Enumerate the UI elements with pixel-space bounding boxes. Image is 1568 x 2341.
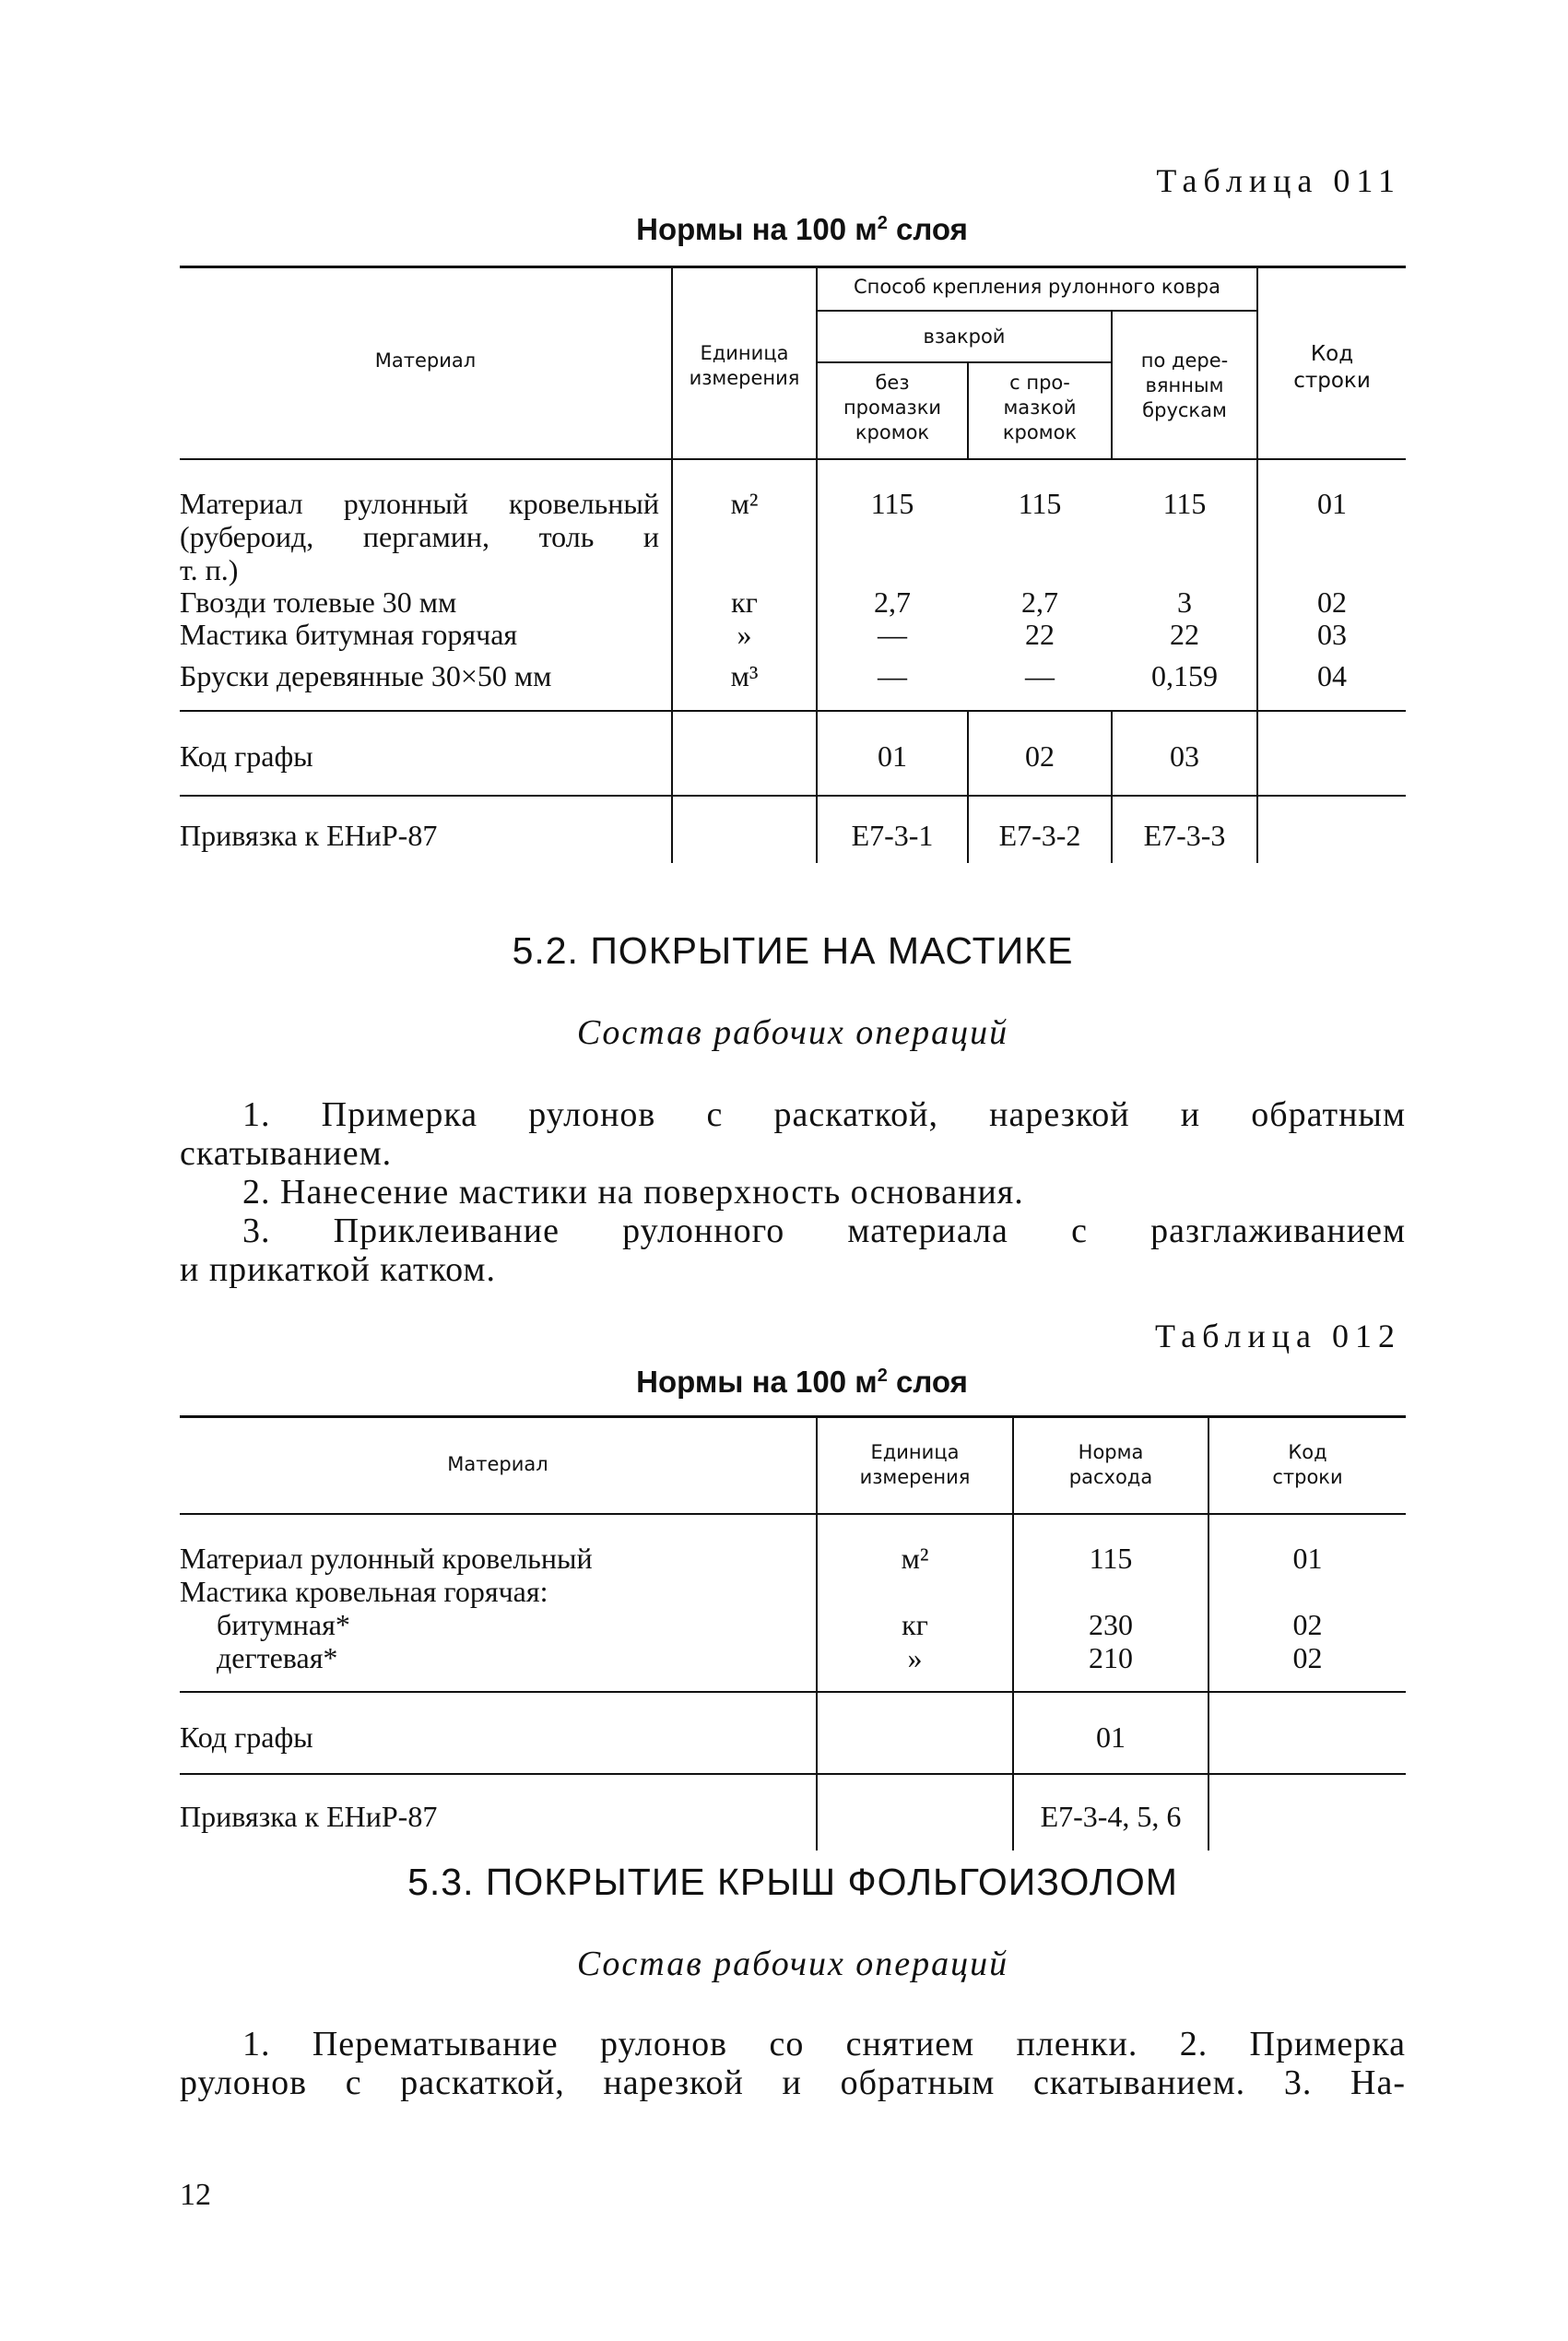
table-row <box>180 487 659 586</box>
header-line: Единица <box>870 1441 960 1463</box>
graph-code-value: 03 <box>1170 739 1199 773</box>
row-value: 3 <box>1177 585 1192 619</box>
graph-code-label: Код графы <box>180 1720 313 1754</box>
row-material: Бруски деревянные 30×50 мм <box>180 659 552 692</box>
row-unit: » <box>907 1641 923 1674</box>
page-number: 12 <box>180 2178 211 2212</box>
header-line: строки <box>1272 1466 1343 1488</box>
table-rule <box>816 361 1111 363</box>
table-rule <box>180 1415 1406 1418</box>
graph-code-value: 02 <box>1025 739 1055 773</box>
row-value: 22 <box>1025 618 1055 651</box>
table-rule <box>816 310 1256 312</box>
row-value: 115 <box>1089 1542 1133 1575</box>
row-material: (рубероид, пергамин, толь и <box>180 520 659 553</box>
table-rule <box>180 458 1406 460</box>
row-unit: м³ <box>730 659 759 692</box>
table-rule <box>816 266 818 863</box>
row-value: 0,159 <box>1151 659 1218 692</box>
table-rule <box>180 1513 1406 1515</box>
row-value: 22 <box>1170 618 1199 651</box>
header-no-seal <box>818 371 967 445</box>
header-with-seal <box>969 371 1111 445</box>
section-5-2-body <box>180 1095 1406 1289</box>
para-line: рулонов с раскаткой, нарезкой и обратным скатыванием. 3. На- <box>180 2063 1406 2102</box>
header-line: Код <box>1288 1441 1327 1463</box>
header-line: мазкой <box>1003 396 1077 419</box>
header-material: Материал <box>447 1453 548 1475</box>
row-unit: м² <box>901 1542 929 1575</box>
row-code: 02 <box>1317 585 1347 619</box>
row-value: — <box>878 659 907 692</box>
header-unit <box>818 1440 1012 1490</box>
header-line: Код <box>1310 342 1354 366</box>
para-line: 2. Нанесение мастики на поверхность основания. <box>242 1173 1024 1212</box>
para-line: 3. Приклеивание рулонного материала с разглаживанием <box>242 1212 1406 1250</box>
row-value: 115 <box>870 487 914 520</box>
row-material: дегтевая* <box>217 1641 338 1674</box>
header-line: с про- <box>1009 372 1070 394</box>
row-code: 02 <box>1292 1641 1323 1674</box>
header-line: строки <box>1293 369 1371 393</box>
header-line: брускам <box>1142 399 1227 421</box>
link-value: Е7-3-1 <box>851 819 934 852</box>
row-material: битумная* <box>217 1608 350 1641</box>
title-sup: 2 <box>877 1366 888 1386</box>
link-value: Е7-3-4, 5, 6 <box>1040 1800 1182 1833</box>
row-code: 01 <box>1292 1542 1323 1575</box>
section-5-3-heading: 5.3. ПОКРЫТИЕ КРЫШ ФОЛЬГОИЗОЛОМ <box>407 1861 1178 1903</box>
section-5-3-subheading: Состав рабочих операций <box>576 1945 1009 1983</box>
table-rule <box>180 266 1406 268</box>
graph-code-value: 01 <box>1096 1720 1126 1754</box>
row-code: 02 <box>1292 1608 1323 1641</box>
row-unit: кг <box>902 1608 928 1641</box>
header-line: кромок <box>855 421 930 443</box>
table-rule <box>180 710 1406 712</box>
header-material: Материал <box>374 349 477 372</box>
header-unit-line: Единица <box>700 342 789 364</box>
table-rule <box>180 795 1406 797</box>
table-rule <box>180 1691 1406 1693</box>
header-code <box>1258 341 1406 395</box>
row-value: — <box>878 618 907 651</box>
link-label: Привязка к ЕНиР-87 <box>180 819 438 852</box>
row-value: — <box>1025 659 1055 692</box>
header-line: кромок <box>1002 421 1078 443</box>
row-unit: м² <box>730 487 759 520</box>
header-unit-line: измерения <box>689 367 800 389</box>
title-text: Нормы на 100 м <box>636 1365 878 1399</box>
table-011-title <box>461 212 1143 247</box>
title-text-post: слоя <box>887 1365 968 1399</box>
link-value: Е7-3-3 <box>1143 819 1226 852</box>
row-code: 01 <box>1317 487 1347 520</box>
row-code: 04 <box>1317 659 1347 692</box>
table-012-title <box>461 1365 1143 1400</box>
row-unit: » <box>737 618 752 651</box>
header-method: Способ крепления рулонного ковра <box>854 276 1220 298</box>
header-line: Норма <box>1078 1441 1144 1463</box>
table-012-caption: Таблица 012 <box>1155 1318 1401 1354</box>
graph-code-label: Код графы <box>180 739 313 773</box>
link-label: Привязка к ЕНиР-87 <box>180 1800 438 1833</box>
para-line: 1. Примерка рулонов с раскаткой, нарезкой и обратным <box>242 1095 1406 1134</box>
row-unit: кг <box>731 585 758 619</box>
header-unit <box>673 341 816 391</box>
row-value: 2,7 <box>1021 585 1058 619</box>
para-line: 1. Перематывание рулонов со снятием пленки. 2. Примерка <box>242 2025 1406 2063</box>
row-material: Материал рулонный кровельный <box>180 487 659 520</box>
header-code <box>1209 1440 1406 1490</box>
section-5-2-subheading: Состав рабочих операций <box>576 1013 1009 1052</box>
row-value: 210 <box>1089 1641 1133 1674</box>
graph-code-value: 01 <box>878 739 907 773</box>
title-text: Нормы на 100 м <box>636 212 878 246</box>
header-vzakroy: взакрой <box>923 325 1006 348</box>
header-line: по дере- <box>1140 349 1229 372</box>
header-line: расхода <box>1068 1466 1153 1488</box>
para-line: и прикаткой катком. <box>180 1250 496 1289</box>
row-material: т. п.) <box>180 553 239 586</box>
header-wood <box>1113 349 1256 423</box>
row-material: Мастика битумная горячая <box>180 618 518 651</box>
row-value: 230 <box>1089 1608 1133 1641</box>
header-line: измерения <box>859 1466 971 1488</box>
header-norm <box>1014 1440 1208 1490</box>
header-line: вянным <box>1145 374 1224 396</box>
row-material: Гвозди толевые 30 мм <box>180 585 457 619</box>
header-line: промазки <box>843 396 942 419</box>
link-value: Е7-3-2 <box>998 819 1081 852</box>
section-5-2-heading: 5.2. ПОКРЫТИЕ НА МАСТИКЕ <box>512 929 1074 972</box>
row-material: Мастика кровельная горячая: <box>180 1575 548 1608</box>
row-value: 115 <box>1018 487 1062 520</box>
row-material: Материал рулонный кровельный <box>180 1542 593 1575</box>
title-text-post: слоя <box>887 212 968 246</box>
row-code: 03 <box>1317 618 1347 651</box>
header-line: без <box>875 372 910 394</box>
row-value: 115 <box>1162 487 1207 520</box>
para-line: скатыванием. <box>180 1134 393 1173</box>
table-rule <box>180 1773 1406 1775</box>
section-5-3-body <box>180 2025 1406 2102</box>
title-sup: 2 <box>877 213 888 233</box>
table-011-caption: Таблица 011 <box>1156 162 1401 199</box>
row-value: 2,7 <box>874 585 911 619</box>
